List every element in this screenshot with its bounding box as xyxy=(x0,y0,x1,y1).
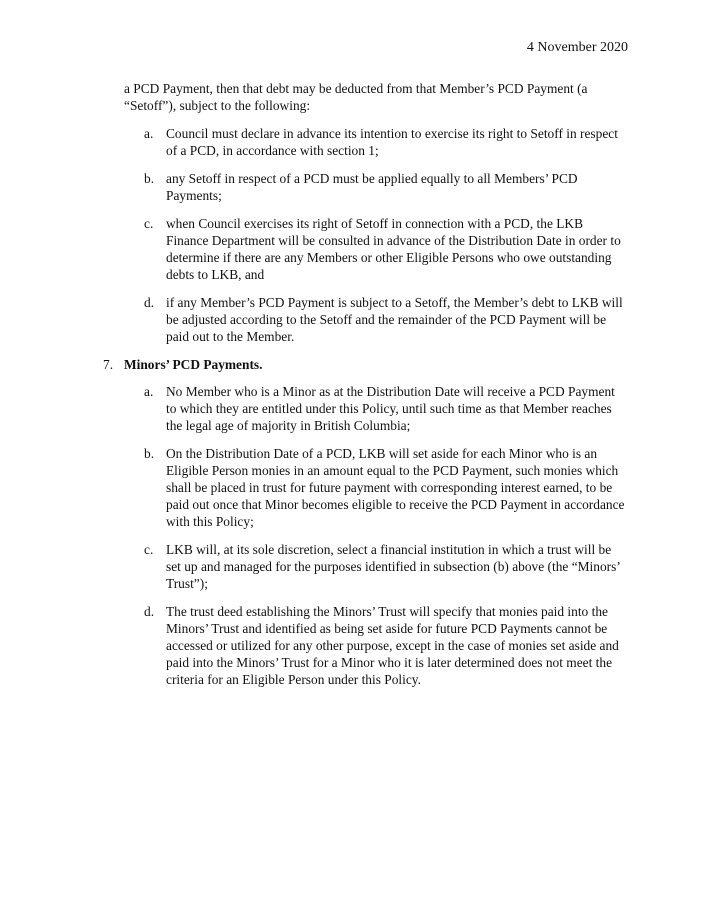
list-item xyxy=(124,170,628,204)
list-marker: b. xyxy=(144,446,155,461)
list-marker: a. xyxy=(144,126,154,141)
list-item xyxy=(124,603,628,688)
list-item-text: Council must declare in advance its intention to exercise its right to Setoff in respect of a PCD, in accordance with section 1; xyxy=(166,126,618,158)
list-marker: b. xyxy=(144,171,155,186)
list-item xyxy=(124,215,628,283)
list-marker: c. xyxy=(144,216,154,231)
minors-list xyxy=(124,383,628,688)
list-item-text: any Setoff in respect of a PCD must be applied equally to all Members’ PCD Payments; xyxy=(166,171,578,203)
list-marker: d. xyxy=(144,604,155,619)
document-body xyxy=(103,80,628,699)
section-title: Minors’ PCD Payments. xyxy=(124,357,263,372)
list-item xyxy=(124,294,628,345)
list-item-text: if any Member’s PCD Payment is subject to a Setoff, the Member’s debt to LKB will be adjusted according to the Setoff and the remainder of the PCD Payment will be paid out to the Member. xyxy=(166,295,623,344)
list-item-text: On the Distribution Date of a PCD, LKB will set aside for each Minor who is an Eligible Person monies in an amount equal to the PCD Payment, such monies which shall be placed in trust for future payment with corresponding interest earned, to be paid out once that Minor becomes eligible to receive the PCD Payment in accordance with this Policy; xyxy=(166,446,625,529)
list-marker: c. xyxy=(144,542,154,557)
section-heading xyxy=(103,356,628,373)
header-date: 4 November 2020 xyxy=(526,40,628,55)
list-item xyxy=(124,541,628,592)
section-number: 7. xyxy=(103,357,114,372)
intro-paragraph: a PCD Payment, then that debt may be deducted from that Member’s PCD Payment (a “Setoff”), subject to the following: xyxy=(124,81,588,113)
setoff-list xyxy=(124,125,628,345)
list-item-text: No Member who is a Minor as at the Distribution Date will receive a PCD Payment to which they are entitled under this Policy, until such time as that Member reaches the legal age of majority in British Columbia; xyxy=(166,384,615,433)
list-item-text: when Council exercises its right of Setoff in connection with a PCD, the LKB Finance Department will be consulted in advance of the Distribution Date in order to determine if there are any Members or other Eligible Persons who owe outstanding debts to LKB, and xyxy=(166,216,621,282)
list-item-text: LKB will, at its sole discretion, select a financial institution in which a trust will be set up and managed for the purposes identified in subsection (b) above (the “Minors’ Trust”); xyxy=(166,542,620,591)
list-item xyxy=(124,445,628,530)
list-marker: a. xyxy=(144,384,154,399)
list-marker: d. xyxy=(144,295,155,310)
list-item xyxy=(124,383,628,434)
list-item xyxy=(124,125,628,159)
list-item-text: The trust deed establishing the Minors’ Trust will specify that monies paid into the Minors’ Trust and identified as being set aside for future PCD Payments cannot be accessed or utilized for any other purpose, except in the case of monies set aside and paid into the Minors’ Trust for a Minor who it is later determined does not meet the criteria for an Eligible Person under this Policy. xyxy=(166,604,619,687)
